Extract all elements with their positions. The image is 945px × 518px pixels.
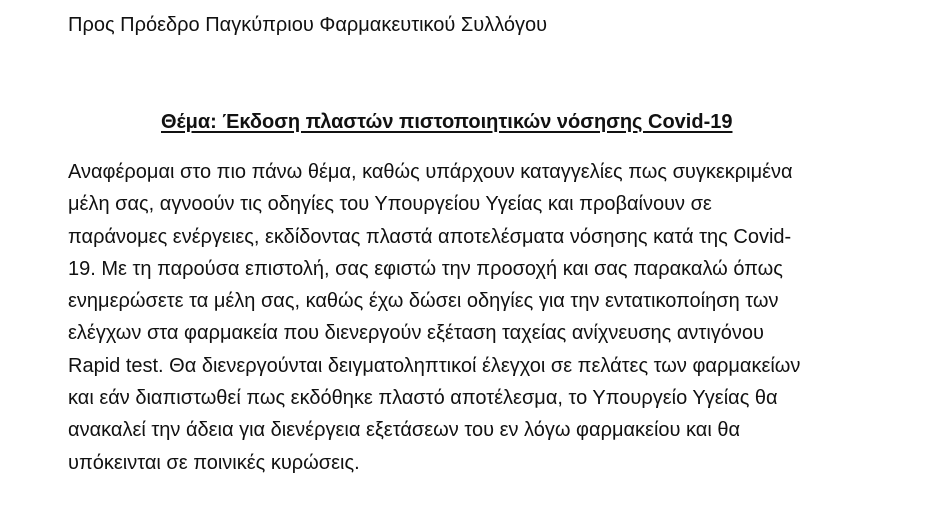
body-line: ανακαλεί την άδεια για διενέργεια εξετάσεων του εν λόγω φαρμακείου και θα [68, 419, 741, 442]
body-line: και εάν διαπιστωθεί πως εκδόθηκε πλαστό αποτέλεσμα, το Υπουργείο Υγείας θα [68, 387, 778, 410]
body-line: Rapid test. Θα διενεργούνται δειγματοληπτικοί έλεγχοι σε πελάτες των φαρμακείων [68, 354, 801, 377]
body-line: ενημερώσετε τα μέλη σας, καθώς έχω δώσει οδηγίες για την εντατικοποίηση των [68, 290, 779, 313]
body-line: παράνομες ενέργειες, εκδίδοντας πλαστά αποτελέσματα νόσησης κατά της Covid- [68, 225, 792, 248]
letter-body [68, 156, 888, 479]
body-line: Αναφέρομαι στο πιο πάνω θέμα, καθώς υπάρχουν καταγγελίες πως συγκεκριμένα [68, 161, 793, 183]
body-line: ελέγχων στα φαρμακεία που διενεργούν εξέταση ταχείας ανίχνευσης αντιγόνου [68, 322, 764, 345]
letter-addressee: Προς Πρόεδρο Παγκύπριου Φαρμακευτικού Συλλόγου [68, 14, 548, 36]
body-line: 19. Με τη παρούσα επιστολή, σας εφιστώ την προσοχή και σας παρακαλώ όπως [68, 257, 783, 280]
letter-subject: Θέμα: Έκδοση πλαστών πιστοποιητικών νόσησης Covid-19 [161, 111, 733, 133]
body-line: μέλη σας, αγνοούν τις οδηγίες του Υπουργείου Υγείας και προβαίνουν σε [68, 193, 712, 216]
body-line: υπόκεινται σε ποινικές κυρώσεις. [68, 451, 360, 474]
